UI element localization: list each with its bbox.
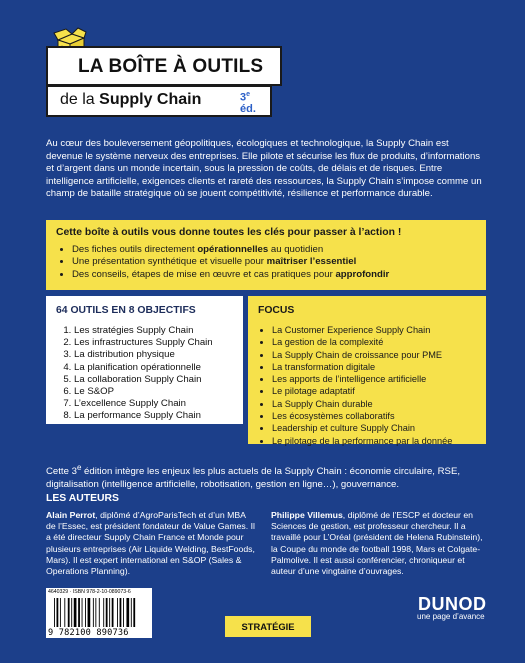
publisher-logo: DUNOD [418, 594, 487, 614]
list-item: • La Supply Chain durable [272, 398, 476, 410]
list-item: 1. Les stratégies Supply Chain [74, 325, 233, 337]
list-item: • La transformation digitale [272, 361, 476, 373]
focus-heading: FOCUS [258, 305, 295, 316]
list-item: • Des fiches outils directement opérationnelles au quotidien [72, 244, 476, 256]
focus-list [258, 324, 476, 447]
keys-heading: Cette boîte à outils vous donne toutes les clés pour passer à l’action ! [56, 227, 402, 238]
isbn-label: 4640329 · ISBN 978-2-10-089073-6 [48, 589, 131, 595]
book-title: LA BOÎTE À OUTILS [78, 56, 264, 77]
list-item: • Leadership et culture Supply Chain [272, 422, 476, 434]
author-bio-villemus: Philippe Villemus, diplômé de l’ESCP et docteur en Sciences de gestion, est professeur chercheur. Il a travaillé pour L’Oréal (président de Helena Rubinstein), la Coupe du monde de football 1998, Mars et Colgate-Palmolive. Il est aussi conférencier, chroniqueur et auteur d’une vingtaine d’ouvrages. [271, 510, 483, 577]
keys-box [46, 220, 486, 290]
list-item: 5. La collaboration Supply Chain [74, 374, 233, 386]
list-item: 4. La planification opérationnelle [74, 362, 233, 374]
list-item: • La Supply Chain de croissance pour PME [272, 349, 476, 361]
barcode [46, 588, 152, 638]
barcode-bars [54, 598, 148, 627]
edition-badge: 3e éd. [240, 91, 256, 115]
list-item: 7. L’excellence Supply Chain [74, 398, 233, 410]
list-item: • Des conseils, étapes de mise en œuvre et cas pratiques pour approfondir [72, 269, 476, 281]
list-item: • Le pilotage de la performance par la donnée [272, 435, 476, 447]
list-item: 6. Le S&OP [74, 386, 233, 398]
isbn-number: 9 782100 890736 [48, 628, 129, 638]
authors-heading: LES AUTEURS [46, 493, 119, 504]
objectives-list [56, 325, 233, 423]
list-item: 3. La distribution physique [74, 349, 233, 361]
keys-list [56, 244, 476, 281]
publisher-tagline: une page d’avance [417, 612, 485, 621]
list-item: • Une présentation synthétique et visuelle pour maîtriser l’essentiel [72, 256, 476, 268]
category-badge: STRATÉGIE [225, 616, 311, 637]
list-item: • La gestion de la complexité [272, 336, 476, 348]
outro-text: Cette 3e édition intègre les enjeux les plus actuels de la Supply Chain : économie circulaire, RSE, digitalisation (intelligence artificielle, robotisation, gestion en ligne…), gouvernance. [46, 463, 461, 490]
list-item: • Le pilotage adaptatif [272, 385, 476, 397]
intro-text: Au cœur des bouleversement géopolitiques, écologiques et technologique, la Supply Chain est devenue le système nerveux des entreprises. Elle pilote et sécurise les flux de produits, d’informations et d’argent dans un monde incertain, sous la pression de coûts, de délais et de risques. Entre intelligence artificielle, exigences clients et rareté des ressources, la Supply Chain s’impose comme un champ de bataille stratégique où se jouent compétitivité, résilience et performance durable. [46, 138, 482, 200]
objectives-box [46, 296, 243, 424]
focus-box [248, 296, 486, 444]
list-item: • Les écosystèmes collaboratifs [272, 410, 476, 422]
book-subtitle: de la Supply Chain [60, 91, 202, 108]
list-item: 8. La performance Supply Chain [74, 410, 233, 422]
list-item: • Les apports de l’intelligence artificielle [272, 373, 476, 385]
list-item: • La Customer Experience Supply Chain [272, 324, 476, 336]
author-bio-perrot: Alain Perrot, diplômé d’AgroParisTech et d’un MBA de l’Essec, est président fondateur de Value Games. Il a été directeur Supply Chain France et Monde pour plusieurs entreprises (Air Liquide Welding, BestFoods, Mars). Il est expert international en S&OP (Sales & Operations Planning). [46, 510, 255, 577]
list-item: 2. Les infrastructures Supply Chain [74, 337, 233, 349]
objectives-heading: 64 OUTILS EN 8 OBJECTIFS [56, 305, 196, 316]
